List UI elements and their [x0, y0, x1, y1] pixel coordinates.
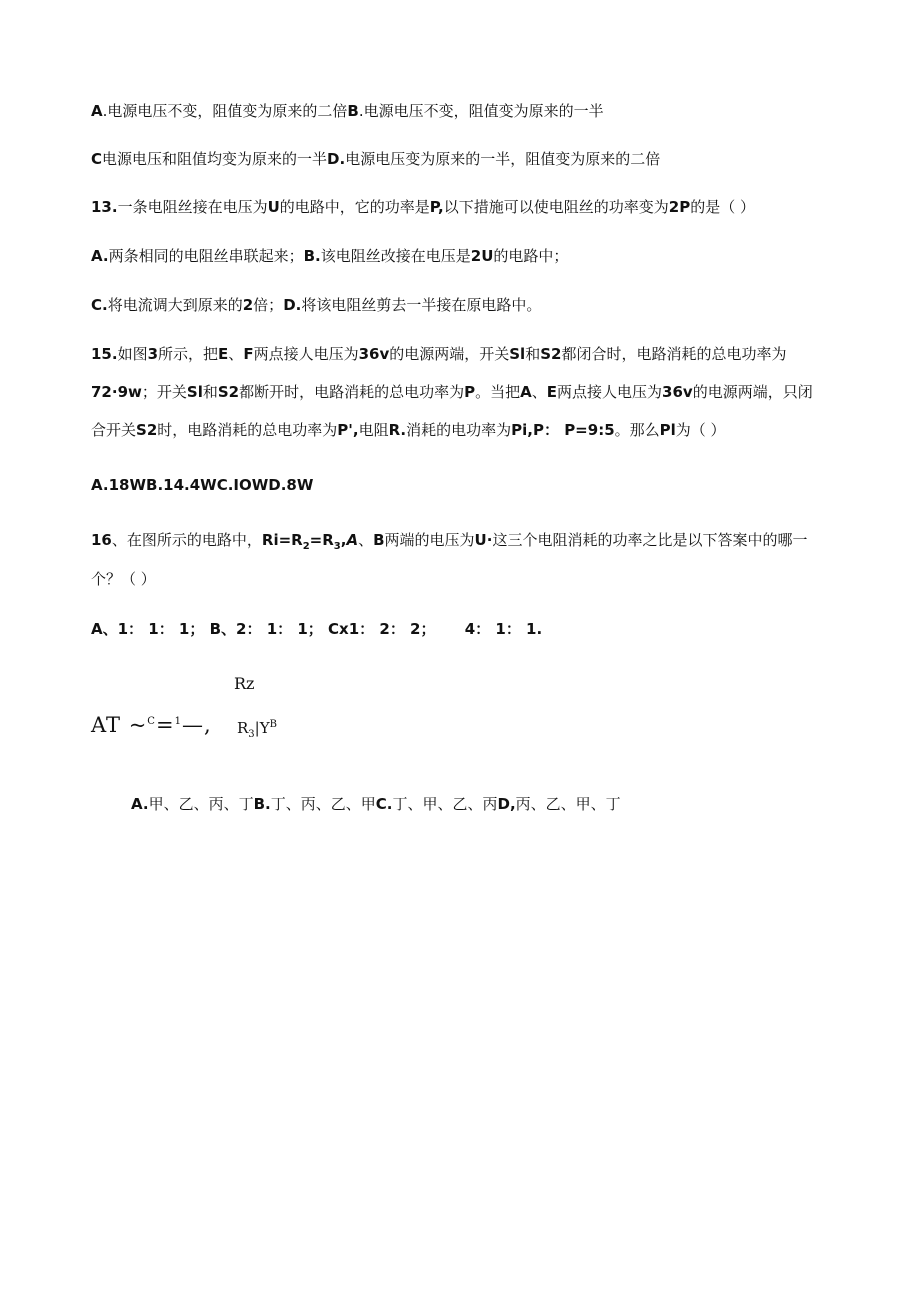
option-b-text-1: 该电阻丝改接在电压是 — [320, 247, 471, 265]
diagram-text: —, — [181, 713, 212, 737]
q15-figure-ref: 3 — [147, 345, 159, 363]
q15-voltage: 36v — [358, 345, 390, 363]
question-number: 16 — [91, 531, 112, 549]
q13-options-ab — [91, 245, 568, 267]
q15-voltage: 36v — [662, 383, 693, 401]
q15-text: 的电源两端，开关 — [389, 345, 510, 363]
q16-u: U· — [474, 531, 493, 549]
diagram-text: |Y — [254, 719, 270, 737]
q15-switch-s2: S2 — [540, 345, 562, 363]
q15-text: 和 — [525, 345, 541, 363]
q17-options — [131, 793, 621, 815]
q15-text: 如图 — [117, 345, 148, 363]
q15-switch-s2: S2 — [136, 421, 158, 439]
option-c-text: 电源电压和阻值均变为原来的一半 — [102, 150, 328, 168]
option-c-text: 丁、甲、乙、丙 — [392, 795, 498, 813]
diagram-label-rz: Rz — [234, 674, 255, 693]
diagram-text: R — [237, 719, 249, 737]
q13-stem — [91, 196, 755, 218]
diagram-sup-c: C — [147, 716, 156, 727]
diagram-label-left — [91, 713, 212, 737]
option-a: A、1： 1： 1； — [91, 620, 205, 638]
q15-ratio: Pi,P： P=9:5 — [511, 421, 615, 439]
q15-options: A.18WB.14.4WC.IOWD.8W — [91, 476, 314, 494]
q13-text-3: 以下措施可以使电阻丝的功率变为 — [443, 198, 669, 216]
q15-switch-s2: S2 — [217, 383, 240, 401]
q15-text: 、 — [228, 345, 244, 363]
q15-text: 电阻 — [358, 421, 389, 439]
q15-resistor: R. — [388, 421, 407, 439]
q15-switch-s1: Sl — [509, 345, 526, 363]
q15-text: 两点接人电压为 — [557, 383, 663, 401]
option-d-letter: D. — [283, 296, 302, 314]
q12-options-line-2 — [91, 148, 660, 170]
q15-text: 和 — [202, 383, 218, 401]
q13-text-4: 的是（ ） — [690, 198, 755, 216]
q15-text: 的电源两端，只闭 — [692, 383, 813, 401]
option-c-letter: C — [91, 150, 103, 168]
diagram-sup-1: 1 — [174, 716, 182, 727]
q16-comma: , — [340, 531, 347, 549]
option-b-text: 丁、丙、乙、甲 — [270, 795, 376, 813]
q13-text-1: 一条电阻丝接在电压为 — [117, 198, 268, 216]
option-a-letter: A. — [91, 247, 109, 265]
q16-text: 、在图所示的电路中， — [111, 531, 262, 549]
option-a-text: 两条相同的电阻丝串联起来； — [108, 247, 304, 265]
q13-p: P, — [429, 198, 444, 216]
q15-text: 。当把 — [475, 383, 521, 401]
q15-text: 。那么 — [614, 421, 660, 439]
q15-pl: Pl — [659, 421, 676, 439]
option-b-text-2: 的电路中； — [493, 247, 569, 265]
q16-r-expr: Ri=R — [261, 531, 303, 549]
q16-text: 两端的电压为 — [384, 531, 475, 549]
diagram-sub-3: 3 — [248, 729, 255, 740]
option-d-text: 丙、乙、甲、丁 — [515, 795, 621, 813]
q16-sub-2: 2 — [302, 541, 310, 552]
diagram-sup-b: B — [269, 719, 277, 730]
q15-text: 时，电路消耗的总电功率为 — [157, 421, 338, 439]
option-d-text: 电源电压变为原来的一半，阻值变为原来的二倍 — [345, 150, 661, 168]
q12-options-line-1 — [91, 100, 604, 122]
q15-text: 都闭合时，电路消耗的总电功率为 — [561, 345, 787, 363]
q15-text: 都断开时，电路消耗的总电功率为 — [239, 383, 465, 401]
option-c: Cx1： 2： 2； — [328, 620, 436, 638]
option-a-letter: A. — [131, 795, 149, 813]
q15-point-e: E — [218, 345, 229, 363]
option-c-letter: C. — [91, 296, 108, 314]
option-a-text: 甲、乙、丙、丁 — [148, 795, 254, 813]
q16-options — [91, 618, 542, 640]
question-number: 15. — [91, 345, 118, 363]
q16-sub-3: 3 — [333, 541, 341, 552]
q15-text: 合开关 — [91, 421, 137, 439]
option-b-text: .电源电压不变，阻值变为原来的一半 — [358, 102, 604, 120]
q16-point-a: A — [346, 531, 359, 549]
q15-point-a: A — [520, 383, 532, 401]
q15-p-prime: P', — [337, 421, 359, 439]
option-d-letter: D, — [497, 795, 516, 813]
option-c-2: 2 — [242, 296, 254, 314]
q15-stem-line-3 — [91, 419, 726, 441]
option-a-letter: A — [91, 102, 103, 120]
option-b-letter: B. — [253, 795, 271, 813]
q15-text: 两点接人电压为 — [253, 345, 359, 363]
q16-text: 这三个电阻消耗的功率之比是以下答案中的哪一 — [492, 531, 808, 549]
diagram-label-r3 — [237, 719, 277, 740]
q15-text: 消耗的电功率为 — [406, 421, 512, 439]
option-b-letter: B — [347, 102, 359, 120]
option-b: B、2： 1： 1； — [209, 620, 323, 638]
q16-point-b: B — [373, 531, 385, 549]
q15-text: 为（ ） — [675, 421, 726, 439]
q15-stem-line-2 — [91, 381, 813, 403]
q13-options-cd — [91, 294, 541, 316]
question-number: 13. — [91, 198, 118, 216]
q15-stem-line-1 — [91, 343, 786, 365]
q16-eq: =R — [309, 531, 334, 549]
option-c-text-2: 倍； — [253, 296, 284, 314]
q15-point-f: F — [243, 345, 254, 363]
diagram-text: = — [155, 713, 175, 737]
option-b-2u: 2U — [470, 247, 494, 265]
option-d-text: 将该电阻丝剪去一半接在原电路中。 — [301, 296, 542, 314]
q16-text: 、 — [358, 531, 374, 549]
option-b-letter: B. — [303, 247, 321, 265]
option-a-text: .电源电压不变，阻值变为原来的二倍 — [102, 102, 348, 120]
q15-text: 、 — [531, 383, 547, 401]
q16-stem-line-2: 个？（ ） — [91, 570, 156, 588]
q13-u: U — [267, 198, 280, 216]
q15-switch-s1: Sl — [186, 383, 203, 401]
q15-text: ；开关 — [141, 383, 187, 401]
q15-p: P — [464, 383, 476, 401]
q13-2p: 2P — [668, 198, 691, 216]
option-d: 4： 1： 1. — [464, 620, 543, 638]
q16-stem-line-1 — [91, 529, 807, 558]
q15-power: 72·9w — [91, 383, 142, 401]
q15-text: 所示，把 — [158, 345, 219, 363]
q13-text-2: 的电路中，它的功率是 — [279, 198, 430, 216]
option-d-letter: D. — [327, 150, 346, 168]
option-c-text-1: 将电流调大到原来的 — [107, 296, 243, 314]
q15-point-e: E — [546, 383, 558, 401]
diagram-text: AT ~ — [91, 713, 148, 737]
option-c-letter: C. — [375, 795, 393, 813]
